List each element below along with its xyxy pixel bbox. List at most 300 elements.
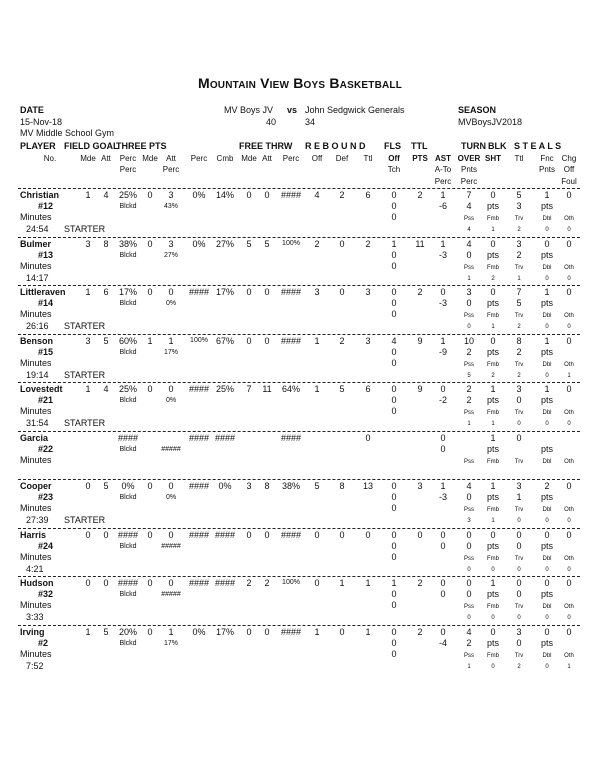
column-header-sub: Pnts [538,165,556,174]
sub-stat-value: 4 [467,227,471,233]
column-header-group: S T E A L S [514,141,562,151]
stat-cell: 0 [168,287,174,297]
starter-label: STARTER [64,224,106,234]
opponent-name: John Sedgwick Generals [305,105,405,115]
stat-cell: 1 [490,578,496,588]
player-name: Irving [20,626,45,637]
player-number: #12 [38,201,54,211]
sub-stat-value: 0 [567,421,571,427]
stat-cell: #### [280,190,302,200]
stat-cell: 0 [314,578,320,588]
player-name: Benson [20,335,54,346]
stat-cell: 3 [246,481,252,491]
stat-cell: 100% [282,579,300,586]
fouls-third: 0 [391,406,397,416]
stat-cell: 0% [218,481,232,491]
steal-points: 3 [516,201,522,211]
stat-cell: #### [188,529,210,540]
minutes-label: Minutes [20,406,52,416]
assist-turnover: -2 [438,395,448,405]
stat-cell: 0 [544,578,550,588]
stat-cell: 0 [490,190,496,200]
report-title: Mountain View Boys Basketball [197,75,403,91]
sub-stat-label: Oth [564,361,574,368]
stat-cell: 67% [215,335,235,346]
stat-cell: 0 [440,626,446,637]
blocked-label: Blckd [119,542,137,550]
stat-cell: 0 [516,578,522,588]
stat-cell: #### [280,529,302,540]
fouls-third: 0 [391,600,397,610]
sub-stat-label: Fmb [487,458,499,465]
game-location: MV Middle School Gym [20,128,115,138]
stat-cell: 1 [147,335,153,346]
blocked-label: Blckd [119,397,137,404]
stat-cell: 0 [490,626,496,637]
row-divider [18,625,580,626]
sub-stat-label: Pss [463,264,475,271]
sub-stat-value: 0 [567,566,571,573]
column-header-sub: Off [563,165,575,174]
sub-stat-value: 0 [517,518,521,524]
fouls-third: 0 [391,260,397,271]
sub-stat-value: 0 [491,615,495,621]
sub-stat-value: 2 [491,275,495,282]
stat-cell: 0 [264,626,270,637]
fouls-third: 0 [391,551,397,562]
blocked-label: Blckd [119,300,137,307]
column-header-group: FLS [384,141,401,151]
blocked-label: Blckd [119,251,137,259]
minutes-played: 4:21 [26,563,44,574]
sub-stat-label: Pss [463,507,475,513]
player-name: Littleraven [20,287,66,297]
column-header-sub: Tch [387,165,401,174]
fouls-touch: 0 [391,540,397,551]
blocked-perc: 0% [165,397,177,404]
column-header: No. [43,154,57,163]
stat-cell: 1 [544,384,550,394]
column-header: Ttl [514,154,524,163]
column-header: Fnc [540,154,554,163]
stat-cell: 0 [566,481,572,491]
sub-stat-value: 0 [467,324,471,330]
minutes-label: Minutes [20,309,52,319]
season-value: MVBoysJV2018 [458,117,523,127]
sub-stat-label: Pss [463,313,475,319]
sub-stat-label: Oth [564,652,574,659]
stat-cell: 11 [262,384,272,394]
assist-turnover: -4 [438,637,448,648]
stat-cell: 1 [314,335,320,346]
sub-stat-label: Pss [463,216,475,222]
column-header-group: THREE PTS [116,141,167,151]
turnover-points: 2 [466,637,472,648]
minutes-played: 24:54 [26,224,49,234]
minutes-label: Minutes [20,212,52,222]
pts-label: pts [486,492,500,502]
stat-cell: 1 [391,238,397,249]
stat-cell: 5 [246,238,252,249]
sub-stat-value: 0 [517,566,521,573]
sub-stat-label: Trv [514,264,524,271]
stat-cell: 0 [264,287,270,297]
stat-cell: 1 [168,626,174,637]
stat-cell: 27% [215,238,235,249]
sub-stat-label: Pss [463,410,475,416]
stat-cell: 0 [544,626,550,637]
stat-cell: 1 [440,190,446,200]
minutes-played: 7:52 [26,660,44,671]
sub-stat-value: 1 [567,663,571,670]
sub-stat-value: 0 [517,615,521,621]
steal-points: 0 [516,637,522,648]
minutes-played: 27:39 [26,515,49,525]
stat-cell: 5 [103,626,109,637]
stat-cell: 4 [466,238,472,249]
column-header: Off [311,154,323,163]
sub-stat-label: Dbl [542,555,552,562]
sub-stat-label: Oth [564,313,574,319]
stat-cell: #### [280,287,302,297]
blocked-perc: ##### [161,591,181,598]
fouls-touch: 0 [391,201,397,211]
stat-cell: 1 [365,626,371,637]
sub-stat-value: 0 [467,566,471,573]
stat-cell: 5 [314,481,320,491]
stat-cell: 3 [516,238,522,249]
sub-stat-value: 0 [517,421,521,427]
minutes-played: 26:16 [26,321,49,331]
player-name: Christian [20,190,60,200]
stat-cell: #### [188,287,210,297]
turnover-points: 0 [466,249,472,260]
player-number: #32 [38,589,54,599]
stat-cell: 7 [466,190,472,200]
stat-cell: 8 [339,481,345,491]
stat-cell: 0 [417,529,423,540]
row-divider [18,334,580,335]
sub-stat-value: 0 [545,227,549,233]
stat-cell: 9 [417,335,423,346]
team-score: 40 [266,117,277,127]
column-header-group: TURN [461,141,486,151]
column-header: Att [262,154,272,163]
stat-cell: 0 [440,287,446,297]
starter-label: STARTER [64,321,106,331]
stat-cell: #### [117,432,139,443]
stat-cell: 7 [246,384,252,394]
sub-stat-label: Pss [463,652,475,659]
stat-cell: 3 [365,335,371,346]
turnover-points: 0 [466,540,472,551]
stat-cell: 4 [466,626,472,637]
stat-cell: 1 [85,287,91,297]
stat-cell: 1 [85,190,91,200]
sub-stat-value: 5 [467,372,471,379]
column-header: Off [388,154,400,163]
stat-cell: 25% [118,384,138,394]
vs-label: vs [287,105,298,115]
stat-cell: 6 [365,190,371,200]
stat-cell: #### [280,335,302,346]
stat-cell: 0 [103,529,109,540]
team-name: MV Boys JV [224,105,274,115]
stat-cell: 0 [566,287,572,297]
stat-cell: 0 [566,578,572,588]
stat-cell: 3 [466,287,472,297]
stat-cell: #### [214,529,236,540]
stat-cell: 17% [215,626,235,637]
sub-stat-value: 0 [545,324,549,330]
stat-cell: 0 [147,529,153,540]
column-header-group: BLK [488,141,507,151]
stat-cell: 0 [103,578,109,588]
sub-stat-label: Oth [564,507,574,513]
stat-cell: 0 [391,626,397,637]
column-header-sub: Foul [561,177,577,186]
stat-cell: #### [188,432,210,443]
sub-stat-label: Oth [564,555,574,562]
blocked-perc: ##### [161,445,181,453]
blocked-label: Blckd [119,445,137,453]
pts-label: pts [540,395,554,405]
sub-stat-label: Pss [463,604,475,610]
stat-cell: 0 [339,529,345,540]
stat-cell: 0 [544,529,550,540]
stat-cell: 11 [415,238,425,249]
stat-cell: 2 [339,190,345,200]
stat-cell: 2 [417,626,423,637]
steal-points: 2 [516,249,522,260]
column-header: Ttl [363,154,373,163]
player-number: #13 [38,249,54,260]
stat-cell: 0 [339,626,345,637]
steal-points: 2 [516,346,522,357]
column-header: Mde [142,154,158,163]
stat-cell: 2 [417,190,423,200]
column-header: Mde [80,154,96,163]
sub-stat-label: Fmb [487,604,499,610]
stat-cell: 0 [566,626,572,637]
stat-cell: 3 [314,287,320,297]
row-divider [18,431,580,432]
stat-cell: 1 [544,335,550,346]
stat-cell: 4 [314,190,320,200]
sub-stat-value: 0 [567,275,571,282]
sub-stat-value: 3 [467,518,471,524]
stat-cell: 13 [362,481,374,491]
pts-label: pts [486,346,500,357]
blocked-label: Blckd [119,639,137,647]
column-header: AST [435,154,451,163]
blocked-perc: 0% [165,494,177,501]
sub-stat-value: 0 [545,615,549,621]
stat-cell: 8 [264,481,270,491]
game-date: 15-Nov-18 [20,117,63,127]
stat-cell: 1 [339,578,345,588]
stat-cell: 0 [147,481,153,491]
minutes-label: Minutes [20,454,52,465]
stat-cell: 0 [168,529,174,540]
blocked-label: Blckd [119,591,137,598]
stat-cell: 0 [314,529,320,540]
stat-cell: 7 [516,287,522,297]
column-header-sub: Perc [162,165,180,174]
player-name: Lovestedt [20,384,63,394]
pts-label: pts [486,201,500,211]
sub-stat-label: Oth [564,604,574,610]
stat-cell: 0% [121,481,135,491]
stat-cell: 5 [103,481,109,491]
fouls-third: 0 [391,503,397,513]
stat-cell: 0 [147,238,153,249]
column-header-sub: Perc [460,177,478,186]
assist-turnover: -9 [438,346,448,357]
sub-stat-label: Oth [564,410,574,416]
column-header: Perc [119,154,137,163]
stat-cell: 0 [147,626,153,637]
sub-stat-value: 1 [467,421,471,427]
sub-stat-label: Trv [514,410,524,416]
stat-cell: 0 [168,481,174,491]
assist-turnover: -6 [438,201,448,211]
fouls-third: 0 [391,357,397,368]
sub-stat-value: 1 [467,663,471,670]
stat-cell: 0 [516,529,522,540]
sub-stat-label: Dbl [542,507,552,513]
stat-cell: 0 [246,287,252,297]
row-divider [18,528,580,529]
stat-cell: 0 [440,529,446,540]
stat-cell: 0 [490,238,496,249]
blocked-label: Blckd [119,494,137,501]
stat-cell: 8 [103,238,109,249]
pts-label: pts [540,249,554,260]
fouls-touch: 0 [391,589,397,599]
sub-stat-value: 1 [491,324,495,330]
column-header: Chg [561,154,577,163]
stat-cell: 0 [566,190,572,200]
stat-cell: 1 [440,481,446,491]
stat-cell: 0 [566,529,572,540]
stat-cell: 5 [264,238,270,249]
minutes-label: Minutes [20,551,52,562]
assist-turnover: -3 [438,249,448,260]
stat-cell: 0 [339,287,345,297]
column-header: Att [101,154,111,163]
stat-cell: 100% [282,239,300,247]
column-header-group: PLAYER [20,141,56,151]
fouls-touch: 0 [391,637,397,648]
stat-cell: 5 [103,335,109,346]
column-header-sub: A-To [434,165,452,174]
row-divider [18,285,580,286]
sub-stat-value: 2 [517,663,521,670]
stat-cell: 17% [118,287,138,297]
stat-cell: 0 [246,335,252,346]
stat-cell: #### [188,578,210,588]
pts-label: pts [540,443,554,454]
stat-cell: 1 [490,481,496,491]
stat-cell: 5 [339,384,345,394]
stat-cell: 0 [147,384,153,394]
starter-label: STARTER [64,515,106,525]
pts-label: pts [540,346,554,357]
stat-cell: 2 [314,238,320,249]
player-name: Garcia [20,432,49,443]
blocked-perc: 0% [165,300,177,307]
sub-stat-label: Oth [564,216,574,222]
stat-cell: 0% [192,190,206,200]
season-label: SEASON [458,105,497,115]
sub-stat-label: Dbl [542,264,552,271]
column-header: Cmb [216,154,234,163]
stat-cell: #### [214,432,236,443]
sub-stat-value: 2 [517,372,521,379]
stat-cell: 2 [417,287,423,297]
sub-stat-label: Dbl [542,216,552,222]
steal-points: 0 [516,395,522,405]
sub-stat-value: 0 [467,615,471,621]
stat-cell: 64% [281,384,301,394]
stat-cell: 1 [85,626,91,637]
stat-cell: 0 [391,481,397,491]
sub-stat-value: 2 [517,227,521,233]
stat-cell: 0 [168,384,174,394]
stat-cell: 0 [246,190,252,200]
sub-stat-label: Dbl [542,361,552,368]
stat-cell: 8 [516,335,522,346]
stat-cell: 3 [365,287,371,297]
sub-stat-label: Dbl [542,410,552,416]
sub-stat-value: 0 [491,566,495,573]
column-header: Def [335,154,349,163]
stat-cell: 3 [516,481,522,491]
player-number: #2 [38,637,49,648]
pts-label: pts [540,201,554,211]
steal-points: 0 [516,589,522,599]
stat-cell: 5 [516,190,522,200]
blocked-label: Blckd [119,348,137,356]
sub-stat-value: 2 [491,372,495,379]
turnover-points: 0 [466,298,472,308]
sub-stat-label: Trv [514,361,524,368]
row-divider [18,382,580,383]
stat-cell: 2 [339,335,345,346]
stat-cell: 1 [440,238,446,249]
stat-cell: 0 [85,529,91,540]
sub-stat-value: 2 [517,324,521,330]
stat-cell: 0 [365,432,371,443]
sub-stat-value: 0 [545,518,549,524]
stat-cell: 0 [440,578,446,588]
stat-cell: 60% [118,335,138,346]
sub-stat-value: 1 [491,518,495,524]
stat-cell: 0 [566,384,572,394]
sub-stat-label: Oth [564,264,574,271]
sub-stat-label: Fmb [487,264,499,271]
stat-cell: 3 [168,190,174,200]
stat-cell: 0 [264,529,270,540]
column-header: Mde [241,154,257,163]
sub-stat-label: Fmb [487,652,499,659]
sub-stat-value: 1 [567,372,571,379]
row-divider [18,576,580,577]
fouls-third: 0 [391,648,397,659]
fouls-third: 0 [391,212,397,222]
column-header-sub: Pnts [460,165,478,174]
